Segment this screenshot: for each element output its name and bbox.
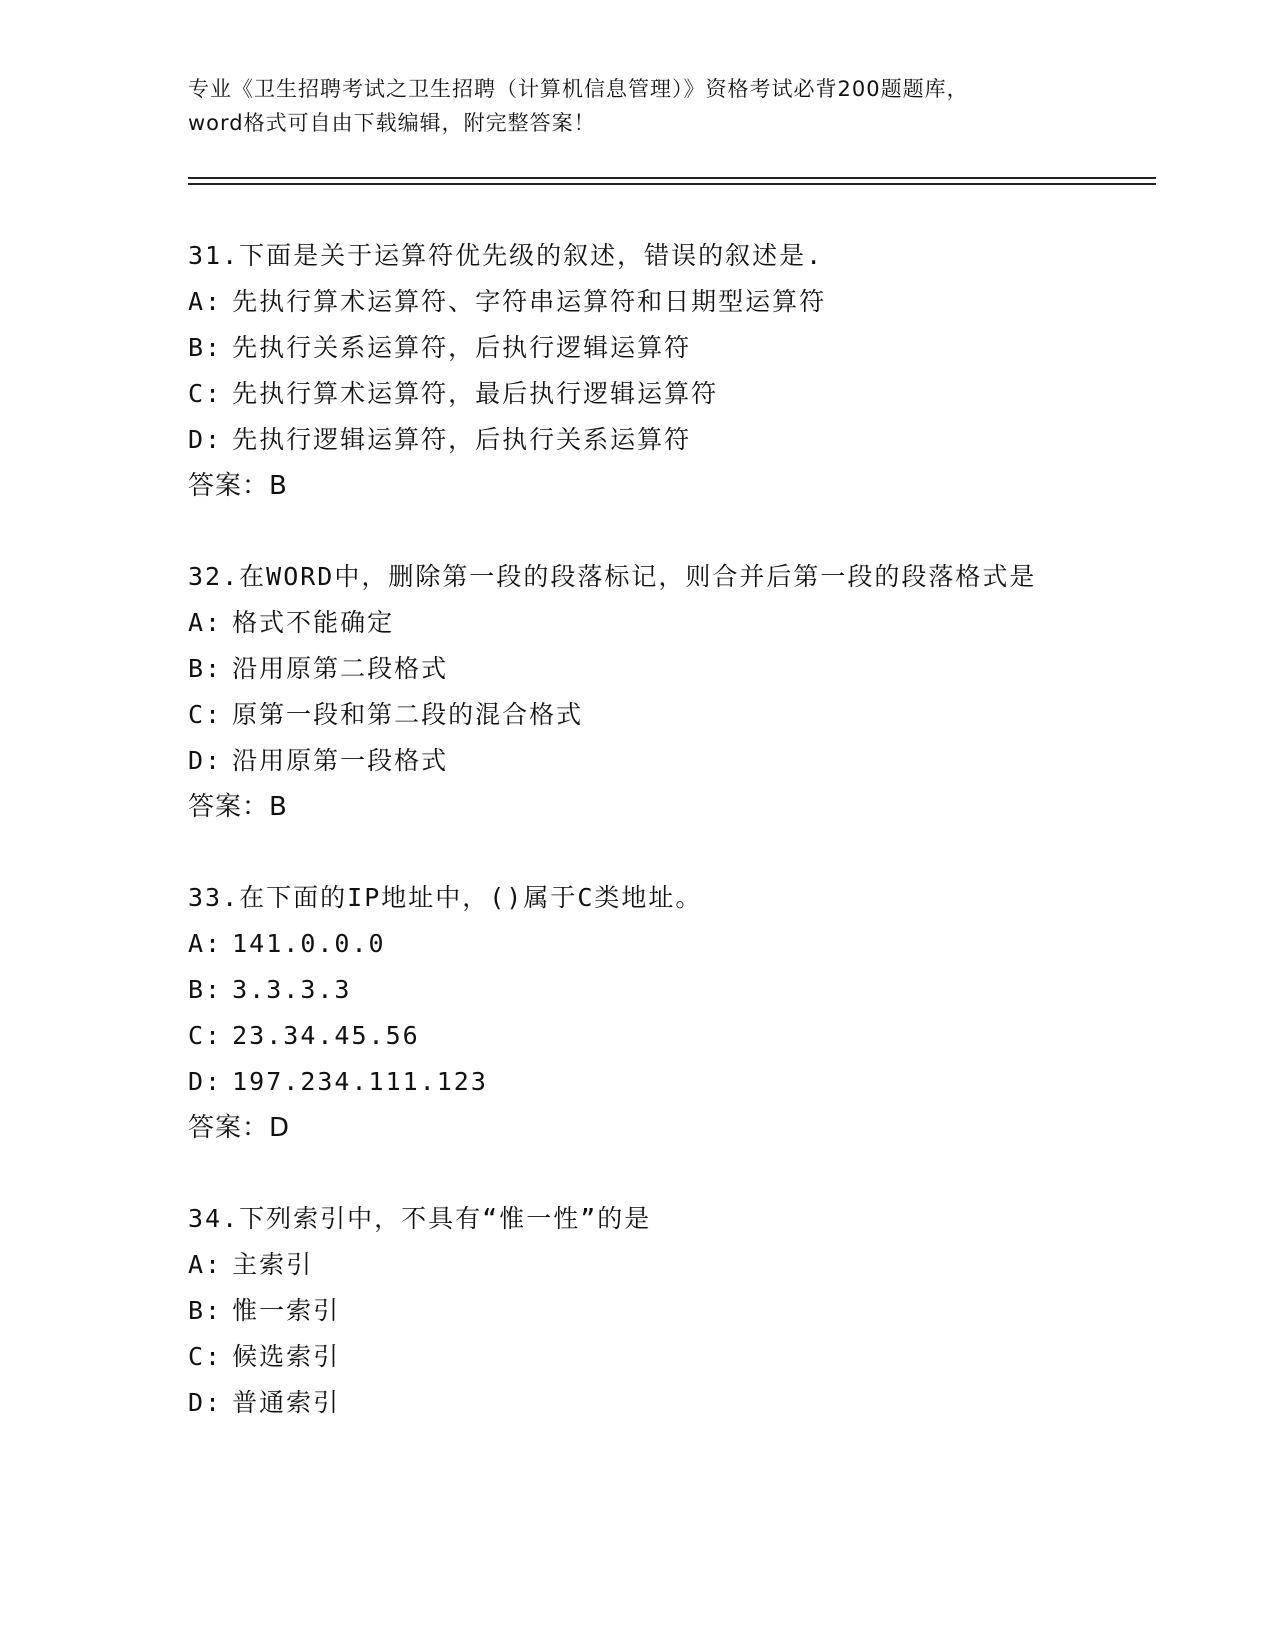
question-list [188,233,1108,1471]
option-key: A: [188,1250,223,1279]
option-key: D: [188,746,223,775]
option-key: A: [188,287,223,316]
option-b [188,646,1108,692]
option-b [188,325,1108,371]
option-key: C: [188,1342,223,1371]
option-d [188,1380,1108,1426]
answer-line: 答案：B [188,792,288,822]
option-key: B: [188,654,223,683]
header-divider-bottom [188,183,1156,185]
option-text: 197.234.111.123 [232,1067,488,1096]
option-key: B: [188,333,223,362]
option-key: B: [188,1296,223,1325]
question-31 [188,233,1108,509]
header-line-1: 专业《卫生招聘考试之卫生招聘（计算机信息管理）》资格考试必背200题题库， [188,77,969,101]
header-divider-top [188,177,1156,179]
option-text: 3.3.3.3 [232,975,352,1004]
document-header [188,72,1088,140]
answer-line: 答案：B [188,471,288,501]
option-c [188,692,1108,738]
option-text: 先执行算术运算符、字符串运算符和日期型运算符 [232,287,827,316]
option-c [188,1013,1108,1059]
option-text: 141.0.0.0 [232,929,386,958]
option-a [188,600,1108,646]
option-key: C: [188,379,223,408]
option-key: B: [188,975,223,1004]
option-text: 候选索引 [232,1342,341,1371]
option-key: C: [188,1021,223,1050]
answer-line: 答案：D [188,1113,291,1143]
option-key: D: [188,1388,223,1417]
option-text: 先执行算术运算符，最后执行逻辑运算符 [232,379,719,408]
option-b [188,967,1108,1013]
option-text: 沿用原第一段格式 [232,746,449,775]
option-key: D: [188,1067,223,1096]
option-a [188,921,1108,967]
option-text: 惟一索引 [232,1296,341,1325]
option-d [188,738,1108,784]
option-text: 先执行逻辑运算符，后执行关系运算符 [232,425,692,454]
option-c [188,1334,1108,1380]
option-key: A: [188,929,223,958]
option-d [188,417,1108,463]
option-key: A: [188,608,223,637]
question-32 [188,554,1108,830]
question-title: 34.下列索引中，不具有“惟一性”的是 [188,1204,652,1233]
option-a [188,1242,1108,1288]
question-title: 32.在WORD中，删除第一段的段落标记，则合并后第一段的段落格式是 [188,562,1037,591]
question-title: 31.下面是关于运算符优先级的叙述，错误的叙述是. [188,241,824,270]
option-text: 沿用原第二段格式 [232,654,449,683]
option-key: C: [188,700,223,729]
option-text: 格式不能确定 [232,608,395,637]
question-34 [188,1196,1108,1426]
option-text: 原第一段和第二段的混合格式 [232,700,584,729]
option-a [188,279,1108,325]
option-d [188,1059,1108,1105]
header-line-2: word格式可自由下载编辑，附完整答案！ [188,111,596,135]
option-text: 23.34.45.56 [232,1021,420,1050]
option-c [188,371,1108,417]
option-key: D: [188,425,223,454]
option-b [188,1288,1108,1334]
question-33 [188,875,1108,1151]
option-text: 主索引 [232,1250,314,1279]
question-title: 33.在下面的IP地址中，()属于C类地址。 [188,883,703,912]
option-text: 普通索引 [232,1388,341,1417]
option-text: 先执行关系运算符，后执行逻辑运算符 [232,333,692,362]
